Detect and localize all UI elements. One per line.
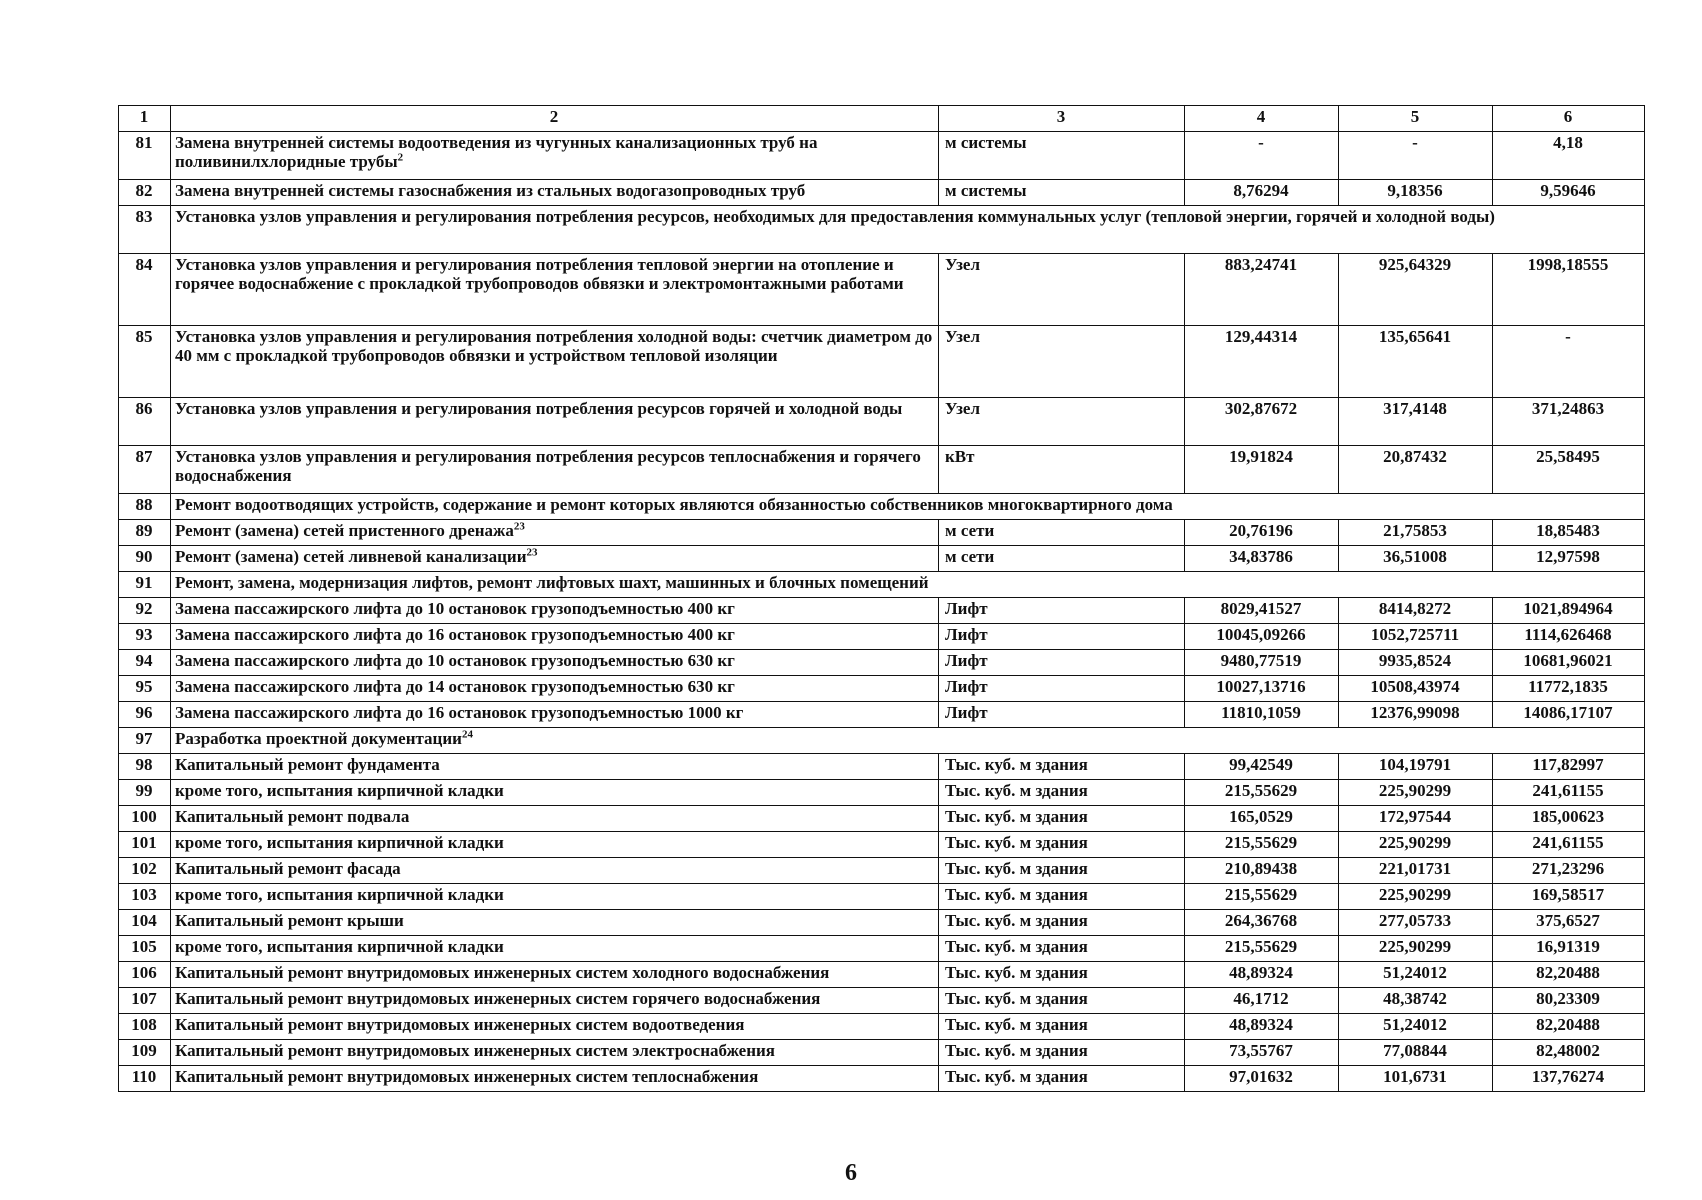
row-unit: Узел <box>939 398 1185 446</box>
table-row <box>119 754 1645 780</box>
row-name <box>171 936 939 962</box>
value-col-4: 129,44314 <box>1185 326 1339 398</box>
value-col-6: 1021,894964 <box>1493 598 1645 624</box>
value-col-4: 73,55767 <box>1185 1040 1339 1066</box>
value-col-4: 9480,77519 <box>1185 650 1339 676</box>
row-number: 107 <box>119 988 171 1014</box>
row-number: 85 <box>119 326 171 398</box>
value-col-4: 215,55629 <box>1185 780 1339 806</box>
table-row <box>119 180 1645 206</box>
row-name-text: Установка узлов управления и регулирования потребления ресурсов, необходимых для предоставления коммунальных услуг (тепловой энергии, горячей и холодной воды) <box>175 207 1495 226</box>
row-unit: м сети <box>939 546 1185 572</box>
row-unit: Лифт <box>939 702 1185 728</box>
row-name-text: Ремонт (замена) сетей ливневой канализации <box>175 547 527 566</box>
row-name-text: Установка узлов управления и регулирования потребления холодной воды: счетчик диаметром до 40 мм с прокладкой трубопроводов обвязки и устройством тепловой изоляции <box>175 327 933 366</box>
row-number: 93 <box>119 624 171 650</box>
value-col-5: 36,51008 <box>1339 546 1493 572</box>
row-name <box>171 446 939 494</box>
value-col-5: 20,87432 <box>1339 446 1493 494</box>
value-col-6: 241,61155 <box>1493 780 1645 806</box>
row-name-text: Замена внутренней системы газоснабжения из стальных водогазопроводных труб <box>175 181 806 200</box>
table-row <box>119 598 1645 624</box>
value-col-5: 101,6731 <box>1339 1066 1493 1092</box>
row-number: 89 <box>119 520 171 546</box>
value-col-4: 10027,13716 <box>1185 676 1339 702</box>
row-number: 84 <box>119 254 171 326</box>
value-col-4: 264,36768 <box>1185 910 1339 936</box>
row-unit: Тыс. куб. м здания <box>939 884 1185 910</box>
row-number: 102 <box>119 858 171 884</box>
value-col-4: 99,42549 <box>1185 754 1339 780</box>
row-name <box>171 806 939 832</box>
row-unit: Тыс. куб. м здания <box>939 754 1185 780</box>
row-name <box>171 858 939 884</box>
row-name-text: Капитальный ремонт внутридомовых инженерных систем горячего водоснабжения <box>175 989 821 1008</box>
row-name-text: Замена пассажирского лифта до 10 остановок грузоподъемностью 400 кг <box>175 599 735 618</box>
value-col-6: 117,82997 <box>1493 754 1645 780</box>
table-row <box>119 494 1645 520</box>
row-number: 86 <box>119 398 171 446</box>
value-col-4: - <box>1185 132 1339 180</box>
footnote-marker: 2 <box>397 151 404 164</box>
value-col-5: 225,90299 <box>1339 780 1493 806</box>
row-number: 95 <box>119 676 171 702</box>
row-number: 104 <box>119 910 171 936</box>
table-row <box>119 254 1645 326</box>
value-col-6: 82,20488 <box>1493 1014 1645 1040</box>
table-row <box>119 446 1645 494</box>
value-col-5: 1052,725711 <box>1339 624 1493 650</box>
row-name-text: кроме того, испытания кирпичной кладки <box>175 937 504 956</box>
row-number: 100 <box>119 806 171 832</box>
row-name <box>171 598 939 624</box>
value-col-5: 10508,43974 <box>1339 676 1493 702</box>
row-name-text: Замена пассажирского лифта до 10 остановок грузоподъемностью 630 кг <box>175 651 735 670</box>
footnote-marker: 23 <box>526 546 538 559</box>
row-name-text: Капитальный ремонт внутридомовых инженерных систем холодного водоснабжения <box>175 963 830 982</box>
value-col-5: 221,01731 <box>1339 858 1493 884</box>
row-name-text: Установка узлов управления и регулирования потребления тепловой энергии на отопление и горячее водоснабжение с прокладкой трубопроводов обвязки и электромонтажными работами <box>175 255 904 294</box>
table-row <box>119 650 1645 676</box>
column-header: 1 <box>119 106 171 132</box>
value-col-6: 241,61155 <box>1493 832 1645 858</box>
value-col-5: 9,18356 <box>1339 180 1493 206</box>
row-unit: Лифт <box>939 624 1185 650</box>
table-row <box>119 962 1645 988</box>
table-row <box>119 702 1645 728</box>
value-col-6: 137,76274 <box>1493 1066 1645 1092</box>
row-unit: Лифт <box>939 650 1185 676</box>
row-name <box>171 624 939 650</box>
row-number: 103 <box>119 884 171 910</box>
page-number: 6 <box>845 1160 857 1186</box>
row-name <box>171 754 939 780</box>
value-col-6: 82,48002 <box>1493 1040 1645 1066</box>
value-col-5: 8414,8272 <box>1339 598 1493 624</box>
row-name-text: Замена внутренней системы водоотведения из чугунных канализационных труб на поливинилхлоридные трубы <box>175 133 818 172</box>
value-col-4: 11810,1059 <box>1185 702 1339 728</box>
row-number: 108 <box>119 1014 171 1040</box>
row-unit: Тыс. куб. м здания <box>939 910 1185 936</box>
value-col-6: 371,24863 <box>1493 398 1645 446</box>
value-col-4: 46,1712 <box>1185 988 1339 1014</box>
table-row <box>119 936 1645 962</box>
row-unit: м системы <box>939 132 1185 180</box>
value-col-6: 14086,17107 <box>1493 702 1645 728</box>
table-row <box>119 676 1645 702</box>
value-col-5: - <box>1339 132 1493 180</box>
value-col-6: - <box>1493 326 1645 398</box>
value-col-6: 185,00623 <box>1493 806 1645 832</box>
value-col-5: 225,90299 <box>1339 832 1493 858</box>
row-number: 101 <box>119 832 171 858</box>
value-col-4: 8,76294 <box>1185 180 1339 206</box>
column-header: 3 <box>939 106 1185 132</box>
table-row <box>119 1040 1645 1066</box>
table-row <box>119 624 1645 650</box>
row-name-text: Ремонт водоотводящих устройств, содержание и ремонт которых являются обязанностью собственников многоквартирного дома <box>175 495 1173 514</box>
row-name <box>171 398 939 446</box>
value-col-6: 1998,18555 <box>1493 254 1645 326</box>
row-name-text: Разработка проектной документации <box>175 729 462 748</box>
row-number: 90 <box>119 546 171 572</box>
value-col-5: 21,75853 <box>1339 520 1493 546</box>
row-name-text: Установка узлов управления и регулирования потребления ресурсов горячей и холодной воды <box>175 399 903 418</box>
row-number: 109 <box>119 1040 171 1066</box>
row-name-text: Капитальный ремонт фасада <box>175 859 401 878</box>
row-number: 82 <box>119 180 171 206</box>
row-name <box>171 650 939 676</box>
row-number: 97 <box>119 728 171 754</box>
row-unit: Тыс. куб. м здания <box>939 936 1185 962</box>
value-col-4: 10045,09266 <box>1185 624 1339 650</box>
value-col-5: 925,64329 <box>1339 254 1493 326</box>
row-name-text: Капитальный ремонт фундамента <box>175 755 440 774</box>
value-col-5: 48,38742 <box>1339 988 1493 1014</box>
row-name <box>171 832 939 858</box>
row-unit: Узел <box>939 254 1185 326</box>
value-col-4: 302,87672 <box>1185 398 1339 446</box>
value-col-5: 225,90299 <box>1339 936 1493 962</box>
row-number: 91 <box>119 572 171 598</box>
row-name-text: Ремонт, замена, модернизация лифтов, ремонт лифтовых шахт, машинных и блочных помещений <box>175 573 929 592</box>
value-col-6: 82,20488 <box>1493 962 1645 988</box>
row-unit: Тыс. куб. м здания <box>939 858 1185 884</box>
row-unit: Тыс. куб. м здания <box>939 780 1185 806</box>
table-row <box>119 398 1645 446</box>
value-col-4: 20,76196 <box>1185 520 1339 546</box>
row-name <box>171 520 939 546</box>
row-name-text: кроме того, испытания кирпичной кладки <box>175 885 504 904</box>
value-col-6: 10681,96021 <box>1493 650 1645 676</box>
row-unit: Лифт <box>939 676 1185 702</box>
row-name-text: Капитальный ремонт подвала <box>175 807 410 826</box>
row-name <box>171 326 939 398</box>
value-col-5: 317,4148 <box>1339 398 1493 446</box>
value-col-4: 165,0529 <box>1185 806 1339 832</box>
column-header: 2 <box>171 106 939 132</box>
value-col-4: 48,89324 <box>1185 1014 1339 1040</box>
value-col-5: 277,05733 <box>1339 910 1493 936</box>
row-name <box>171 254 939 326</box>
row-name <box>171 546 939 572</box>
row-unit: Тыс. куб. м здания <box>939 962 1185 988</box>
row-name <box>171 1040 939 1066</box>
row-number: 87 <box>119 446 171 494</box>
value-col-6: 80,23309 <box>1493 988 1645 1014</box>
row-number: 105 <box>119 936 171 962</box>
value-col-5: 12376,99098 <box>1339 702 1493 728</box>
value-col-4: 883,24741 <box>1185 254 1339 326</box>
value-col-4: 210,89438 <box>1185 858 1339 884</box>
row-name <box>171 494 1645 520</box>
value-col-6: 169,58517 <box>1493 884 1645 910</box>
value-col-4: 97,01632 <box>1185 1066 1339 1092</box>
row-number: 106 <box>119 962 171 988</box>
value-col-5: 225,90299 <box>1339 884 1493 910</box>
value-col-6: 16,91319 <box>1493 936 1645 962</box>
row-unit: Тыс. куб. м здания <box>939 1066 1185 1092</box>
row-name <box>171 780 939 806</box>
value-col-4: 215,55629 <box>1185 832 1339 858</box>
row-name <box>171 206 1645 254</box>
value-col-4: 215,55629 <box>1185 936 1339 962</box>
value-col-5: 135,65641 <box>1339 326 1493 398</box>
norms-table <box>118 105 1645 1092</box>
footnote-marker: 23 <box>513 520 525 533</box>
row-name-text: Замена пассажирского лифта до 14 остановок грузоподъемностью 630 кг <box>175 677 735 696</box>
table-row <box>119 520 1645 546</box>
row-number: 81 <box>119 132 171 180</box>
value-col-4: 48,89324 <box>1185 962 1339 988</box>
table-row <box>119 1066 1645 1092</box>
table-row <box>119 780 1645 806</box>
row-name-text: Ремонт (замена) сетей пристенного дренажа <box>175 521 514 540</box>
row-name-text: Замена пассажирского лифта до 16 остановок грузоподъемностью 1000 кг <box>175 703 744 722</box>
row-number: 83 <box>119 206 171 254</box>
value-col-6: 12,97598 <box>1493 546 1645 572</box>
table-row <box>119 572 1645 598</box>
table-row <box>119 910 1645 936</box>
row-name <box>171 1066 939 1092</box>
table-row <box>119 546 1645 572</box>
row-unit: Лифт <box>939 598 1185 624</box>
row-number: 99 <box>119 780 171 806</box>
value-col-5: 51,24012 <box>1339 962 1493 988</box>
row-unit: Тыс. куб. м здания <box>939 988 1185 1014</box>
row-name <box>171 962 939 988</box>
value-col-4: 34,83786 <box>1185 546 1339 572</box>
row-number: 94 <box>119 650 171 676</box>
table-row <box>119 832 1645 858</box>
value-col-6: 9,59646 <box>1493 180 1645 206</box>
row-number: 92 <box>119 598 171 624</box>
row-unit: Тыс. куб. м здания <box>939 806 1185 832</box>
row-name-text: Капитальный ремонт внутридомовых инженерных систем электроснабжения <box>175 1041 776 1060</box>
row-name-text: кроме того, испытания кирпичной кладки <box>175 833 504 852</box>
value-col-4: 215,55629 <box>1185 884 1339 910</box>
row-unit: Узел <box>939 326 1185 398</box>
row-name-text: Установка узлов управления и регулирования потребления ресурсов теплоснабжения и горячего водоснабжения <box>175 447 921 486</box>
row-unit: м сети <box>939 520 1185 546</box>
row-name <box>171 572 1645 598</box>
row-name <box>171 884 939 910</box>
row-name-text: кроме того, испытания кирпичной кладки <box>175 781 504 800</box>
row-name-text: Замена пассажирского лифта до 16 остановок грузоподъемностью 400 кг <box>175 625 735 644</box>
row-unit: Тыс. куб. м здания <box>939 1040 1185 1066</box>
value-col-6: 1114,626468 <box>1493 624 1645 650</box>
table-row <box>119 858 1645 884</box>
row-name <box>171 132 939 180</box>
row-unit: Тыс. куб. м здания <box>939 832 1185 858</box>
value-col-4: 19,91824 <box>1185 446 1339 494</box>
table-row <box>119 728 1645 754</box>
table-row <box>119 884 1645 910</box>
value-col-5: 172,97544 <box>1339 806 1493 832</box>
column-header: 4 <box>1185 106 1339 132</box>
row-number: 88 <box>119 494 171 520</box>
row-name <box>171 180 939 206</box>
column-header: 5 <box>1339 106 1493 132</box>
value-col-6: 4,18 <box>1493 132 1645 180</box>
value-col-6: 18,85483 <box>1493 520 1645 546</box>
table-row <box>119 1014 1645 1040</box>
value-col-5: 9935,8524 <box>1339 650 1493 676</box>
row-unit: кВт <box>939 446 1185 494</box>
value-col-6: 375,6527 <box>1493 910 1645 936</box>
value-col-5: 77,08844 <box>1339 1040 1493 1066</box>
row-number: 110 <box>119 1066 171 1092</box>
column-header: 6 <box>1493 106 1645 132</box>
row-number: 96 <box>119 702 171 728</box>
row-name <box>171 988 939 1014</box>
value-col-4: 8029,41527 <box>1185 598 1339 624</box>
table-row <box>119 326 1645 398</box>
row-name <box>171 702 939 728</box>
header-row <box>119 106 1645 132</box>
table-row <box>119 206 1645 254</box>
table-row <box>119 132 1645 180</box>
value-col-6: 271,23296 <box>1493 858 1645 884</box>
row-name-text: Капитальный ремонт внутридомовых инженерных систем теплоснабжения <box>175 1067 759 1086</box>
row-name <box>171 910 939 936</box>
row-unit: м системы <box>939 180 1185 206</box>
row-name <box>171 728 1645 754</box>
row-number: 98 <box>119 754 171 780</box>
value-col-5: 51,24012 <box>1339 1014 1493 1040</box>
table-row <box>119 988 1645 1014</box>
row-name <box>171 1014 939 1040</box>
row-name-text: Капитальный ремонт внутридомовых инженерных систем водоотведения <box>175 1015 745 1034</box>
value-col-6: 11772,1835 <box>1493 676 1645 702</box>
table-row <box>119 806 1645 832</box>
row-unit: Тыс. куб. м здания <box>939 1014 1185 1040</box>
value-col-5: 104,19791 <box>1339 754 1493 780</box>
value-col-6: 25,58495 <box>1493 446 1645 494</box>
footnote-marker: 24 <box>461 728 473 741</box>
row-name-text: Капитальный ремонт крыши <box>175 911 404 930</box>
row-name <box>171 676 939 702</box>
